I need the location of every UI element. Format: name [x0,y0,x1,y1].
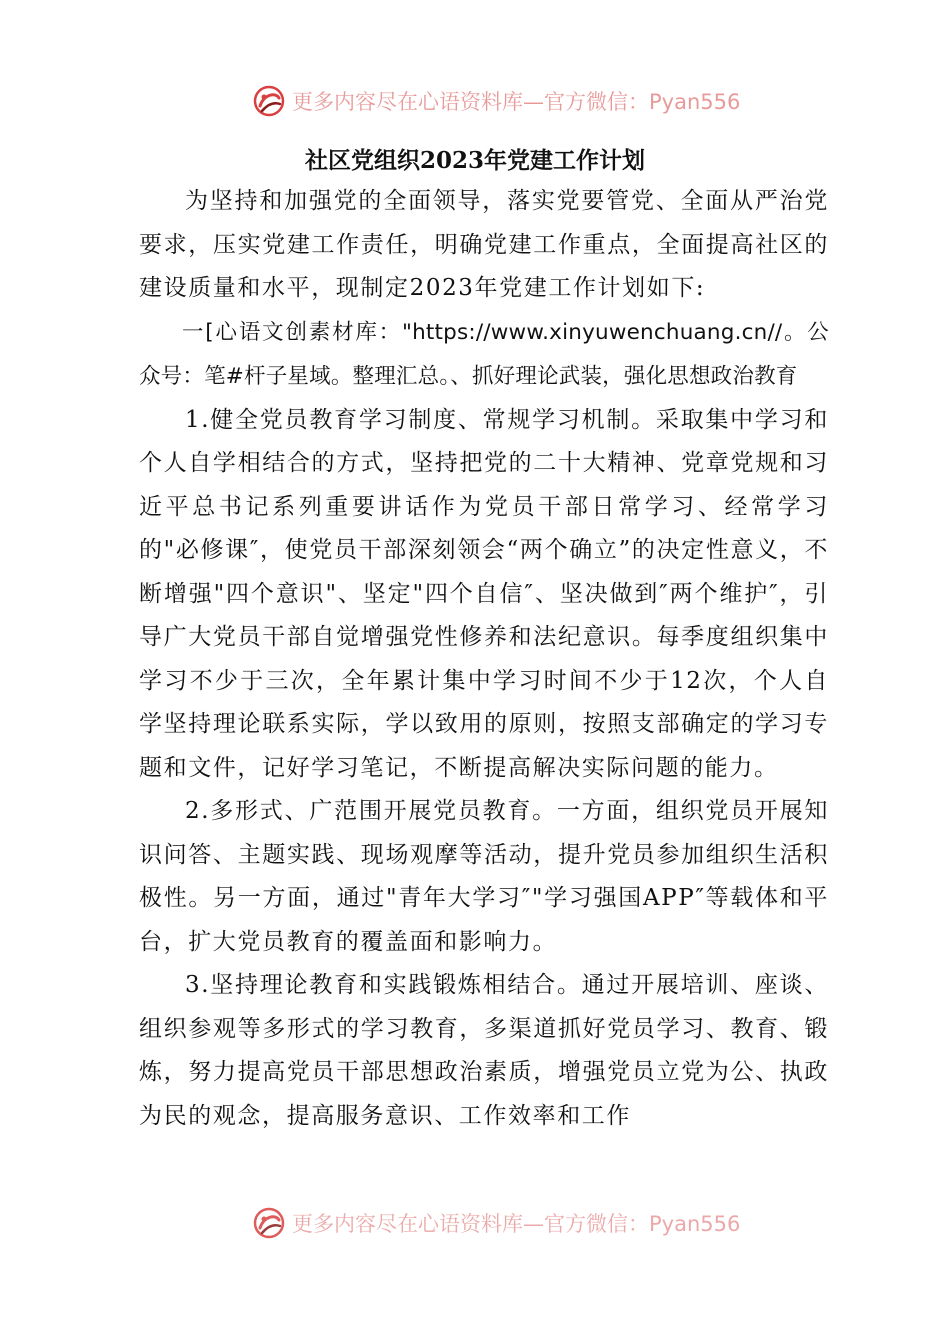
watermark-text: 更多内容尽在心语资料库—官方微信：Pyan556 [292,90,741,114]
item-1-paragraph: 1.健全党员教育学习制度、常规学习机制。采取集中学习和个人自学相结合的方式，坚持把党的二十大精神、党章党规和习近平总书记系列重要讲话作为党员干部日常学习、经常学习的"必修课″，使党员干部深刻领会“两个确立”的决定性意义，不断增强"四个意识"、坚定"四个自信″、坚决做到″两个维护″，引导广大党员干部自觉增强党性修养和法纪意识。每季度组织集中学习不少于三次，全年累计集中学习时间不少于12次，个人自学坚持理论联系实际，学以致用的原则，按照支部确定的学习专题和文件，记好学习笔记，不断提高解决实际问题的能力。 [139,406,829,781]
section-heading-paragraph: 一[心语文创素材库："https://www.xinyuwenchuang.cn//。公众号：笔#杆子星域。整理汇总。、抓好理论武装，强化思想政治教育 [139,319,829,389]
watermark-text: 更多内容尽在心语资料库—官方微信：Pyan556 [292,1212,741,1236]
document-body [139,180,829,1138]
item-3-paragraph: 3.坚持理论教育和实践锻炼相结合。通过开展培训、座谈、组织参观等多形式的学习教育，多渠道抓好党员学习、教育、锻炼，努力提高党员干部思想政治素质，增强党员立党为公、执政为民的观念，提高服务意识、工作效率和工作 [139,972,829,1129]
document-title: 社区党组织2023年党建工作计划 [304,147,645,174]
watermark-footer [252,1206,740,1240]
swirl-logo-icon [252,1206,286,1240]
item-2-paragraph: 2.多形式、广范围开展党员教育。一方面，组织党员开展知识问答、主题实践、现场观摩等活动，提升党员参加组织生活积极性。另一方面，通过"青年大学习″"学习强国APP″等载体和平台，扩大党员教育的覆盖面和影响力。 [139,798,829,955]
intro-paragraph: 为坚持和加强党的全面领导，落实党要管党、全面从严治党要求，压实党建工作责任，明确党建工作重点，全面提高社区的建设质量和水平，现制定2023年党建工作计划如下: [139,188,829,301]
watermark-header [252,84,740,118]
swirl-logo-icon [252,84,286,118]
